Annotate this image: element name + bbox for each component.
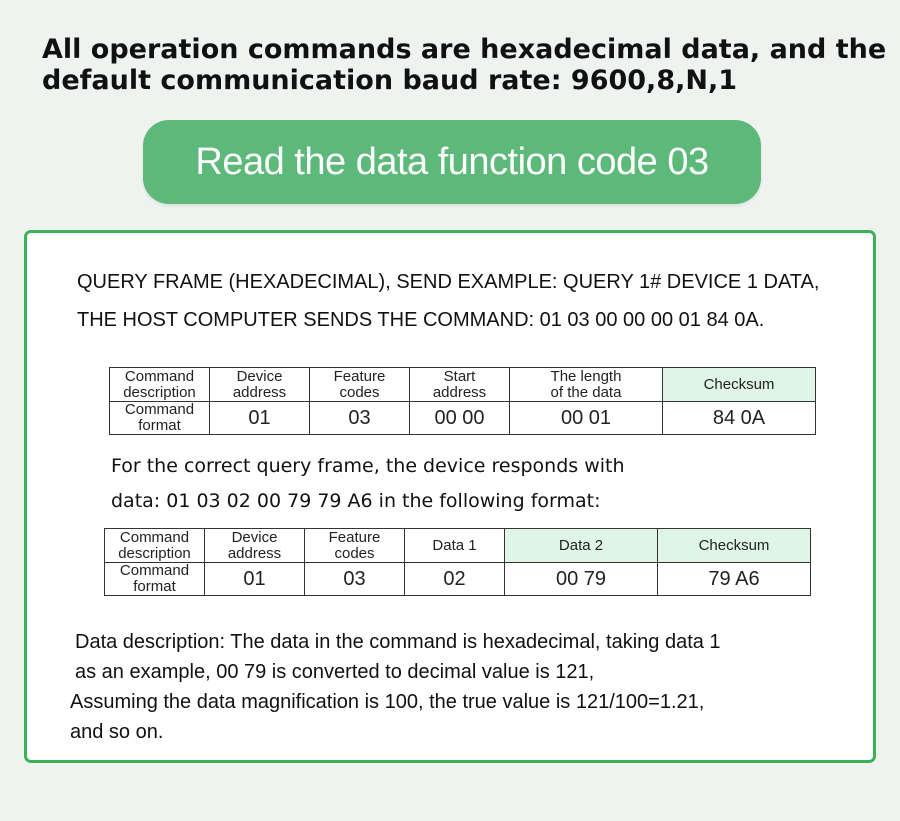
header-device-address: Device address xyxy=(210,368,310,402)
value-feature-codes: 03 xyxy=(305,563,405,596)
value-start-address: 00 00 xyxy=(410,402,510,435)
header-checksum: Checksum xyxy=(663,368,816,402)
row-label-description: Command description xyxy=(110,368,210,402)
content-card xyxy=(24,230,876,763)
query-line-2: THE HOST COMPUTER SENDS THE COMMAND: 01 03 00 00 00 01 84 0A. xyxy=(77,309,765,331)
header-start-address: Start address xyxy=(410,368,510,402)
header-device-address: Device address xyxy=(205,529,305,563)
header-feature-codes: Feature codes xyxy=(310,368,410,402)
value-device-address: 01 xyxy=(210,402,310,435)
table-row-description xyxy=(110,368,816,402)
response-line-1: For the correct query frame, the device responds with xyxy=(111,455,625,477)
table-row-format xyxy=(110,402,816,435)
value-data-length: 00 01 xyxy=(510,402,663,435)
header-data-length: The length of the data xyxy=(510,368,663,402)
table-row-description xyxy=(105,529,811,563)
response-line-2: data: 01 03 02 00 79 79 A6 in the following format: xyxy=(111,490,601,512)
headline-line-2: default communication baud rate: 9600,8,N,1 xyxy=(42,65,737,96)
table-row-format xyxy=(105,563,811,596)
row-label-format: Command format xyxy=(105,563,205,596)
value-feature-codes: 03 xyxy=(310,402,410,435)
description-line-4: and so on. xyxy=(70,721,164,743)
header-checksum: Checksum xyxy=(658,529,811,563)
value-data-2: 00 79 xyxy=(505,563,658,596)
headline-line-1: All operation commands are hexadecimal data, and the xyxy=(42,34,887,65)
value-data-1: 02 xyxy=(405,563,505,596)
header-feature-codes: Feature codes xyxy=(305,529,405,563)
header-data-2: Data 2 xyxy=(505,529,658,563)
headline xyxy=(42,34,887,96)
query-frame-table xyxy=(109,367,816,435)
banner-title: Read the data function code 03 xyxy=(195,140,709,183)
header-data-1: Data 1 xyxy=(405,529,505,563)
function-code-banner xyxy=(143,120,761,204)
value-checksum: 84 0A xyxy=(663,402,816,435)
description-line-2: as an example, 00 79 is converted to decimal value is 121, xyxy=(75,661,595,683)
row-label-description: Command description xyxy=(105,529,205,563)
value-device-address: 01 xyxy=(205,563,305,596)
row-label-format: Command format xyxy=(110,402,210,435)
value-checksum: 79 A6 xyxy=(658,563,811,596)
description-line-1: Data description: The data in the command is hexadecimal, taking data 1 xyxy=(75,631,721,653)
query-line-1: QUERY FRAME (HEXADECIMAL), SEND EXAMPLE: QUERY 1# DEVICE 1 DATA, xyxy=(77,271,820,293)
description-line-3: Assuming the data magnification is 100, the true value is 121/100=1.21, xyxy=(70,691,705,713)
response-frame-table xyxy=(104,528,811,596)
